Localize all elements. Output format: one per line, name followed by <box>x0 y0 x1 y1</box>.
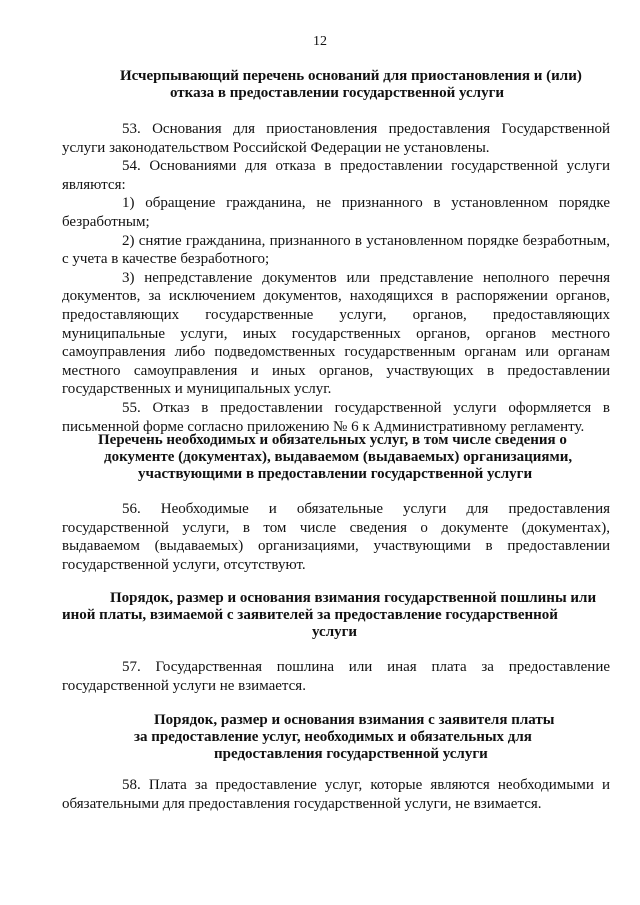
heading-line: Порядок, размер и основания взимания государственной пошлины или <box>110 590 597 606</box>
section-heading <box>62 590 610 641</box>
list-item-3: 3) непредставление документов или представление неполного перечня документов, за исключением документов, находящихся в распоряжении органов, предоставляющих государственные услуги, органов, предоставляющих муниципальные услуги, иных государственных органов, органов местного самоуправления либо подведомственных государственным органам или органам местного самоуправления и иных органов, участвующих в предоставлении государственных и муниципальных услуг. <box>62 269 610 398</box>
section-state-duty <box>62 590 610 641</box>
section-heading <box>62 68 610 102</box>
heading-line: документе (документах), выдаваемом (выдаваемых) организациями, <box>104 449 573 465</box>
heading-line: за предоставление услуг, необходимых и обязательных для <box>134 729 532 745</box>
paragraph-53: 53. Основания для приостановления предоставления Государственной услуги законодательством Российской Федерации не установлены. <box>62 121 610 156</box>
list-item-1: 1) обращение гражданина, не признанного в установленном порядке безработным; <box>62 195 610 230</box>
paragraph-55: 55. Отказ в предоставлении государственной услуги оформляется в письменной форме согласно приложению № 6 к Административному регламенту. <box>62 399 610 435</box>
heading-line: участвующими в предоставлении государственной услуги <box>138 466 533 482</box>
section-grounds-for-refusal <box>62 68 610 102</box>
paragraph-57: 57. Государственная пошлина или иная плата за предоставление государственной услуги не взимается. <box>62 659 610 694</box>
paragraph-54: 54. Основаниями для отказа в предоставлении государственной услуги являются: <box>62 158 610 193</box>
section-heading <box>62 712 610 763</box>
paragraph-56: 56. Необходимые и обязательные услуги для предоставления государственной услуги, в том числе сведения о документе (документах), выдаваемом (выдаваемых) организациями, участвующими в предоставлении государственной услуги, отсутствуют. <box>62 501 610 573</box>
heading-line: иной платы, взимаемой с заявителей за предоставление государственной <box>62 607 558 623</box>
list-item-2: 2) снятие гражданина, признанного в установленном порядке безработным, с учета в качестве безработного; <box>62 232 610 268</box>
section-body <box>62 120 610 436</box>
section-body <box>62 658 610 695</box>
page-number: 12 <box>313 34 327 49</box>
paragraph-58: 58. Плата за предоставление услуг, которые являются необходимыми и обязательными для предоставления государственной услуги, не взимается. <box>62 777 610 812</box>
section-body <box>62 776 610 813</box>
heading-line: Порядок, размер и основания взимания с заявителя платы <box>154 712 555 728</box>
section-fees <box>62 712 610 763</box>
section-necessary-services <box>62 432 610 483</box>
heading-line: Перечень необходимых и обязательных услуг, в том числе сведения о <box>98 432 567 448</box>
section-body <box>62 500 610 574</box>
heading-line: услуги <box>312 624 358 640</box>
section-heading <box>62 432 610 483</box>
heading-line: отказа в предоставлении государственной услуги <box>170 85 505 101</box>
heading-line: предоставления государственной услуги <box>214 746 488 762</box>
heading-line: Исчерпывающий перечень оснований для приостановления и (или) <box>120 68 582 84</box>
